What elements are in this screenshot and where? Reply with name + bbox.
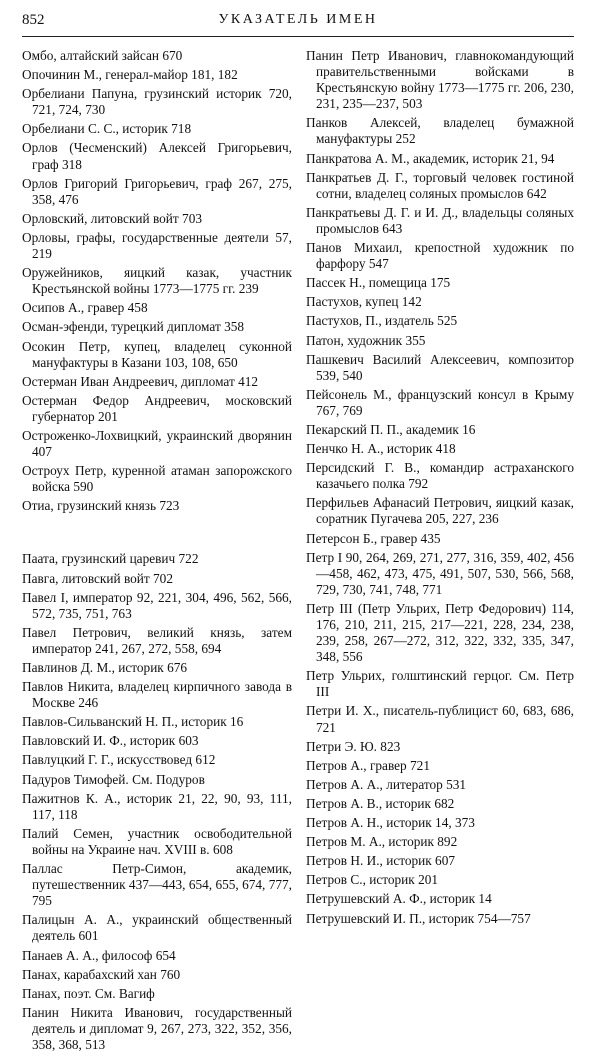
index-entry: Орбелиани Папуна, грузинский историк 720, 721, 724, 730 [22,86,292,118]
index-entry: Орбелиани С. С., историк 718 [22,121,192,137]
index-entry: Петров А. Н., историк 14, 373 [306,815,475,831]
index-entry: Орлов (Чесменский) Алексей Григорьевич, граф 318 [22,140,292,172]
index-entry: Павлинов Д. М., историк 676 [22,660,188,675]
index-entry: Оружейников, яицкий казак, участник Крестьянской войны 1773—1775 гг. 239 [22,265,292,297]
index-entry: Остерман Федор Андреевич, московский губернатор 201 [22,392,292,424]
index-entry: Петров А., гравер 721 [306,757,430,773]
index-entry: Отиа, грузинский князь 723 [22,498,180,514]
index-entry: Павлов-Сильванский Н. П., историк 16 [22,714,244,730]
index-entry: Петерсон Б., гравер 435 [306,530,441,546]
index-entry: Павел I, император 92, 221, 304, 496, 562, 566, 572, 735, 751, 763 [22,589,292,621]
index-entry: Остроух Петр, куренной атаман запорожского войска 590 [22,463,292,495]
index-entry: Петрушевский И. П., историк 754—757 [306,910,531,926]
index-entry: Петр I 90, 264, 269, 271, 277, 316, 359, 402, 456—458, 462, 473, 475, 491, 507, 530, 566, 568, 729, 730, 741, 748, 771 [306,549,574,597]
index-entry: Петров С., историк 201 [306,872,439,888]
index-entry: Осман-эфенди, турецкий дипломат 358 [22,319,245,335]
index-entry: Панах, поэт. См. Вагиф [22,985,155,1001]
index-entry: Пажитнов К. А., историк 21, 22, 90, 93, 111, 117, 118 [22,790,292,822]
index-entry: Панкратьевы Д. Г. и И. Д., владельцы соляных промыслов 643 [306,204,574,236]
index-entry: Паата, грузинский царевич 722 [22,551,199,567]
index-entry: Осипов А., гравер 458 [22,300,148,316]
index-entry: Осокин Петр, купец, владелец суконной мануфактуры в Казани 103, 108, 650 [22,338,292,370]
index-entry: Петри Э. Ю. 823 [306,738,401,754]
index-entry: Патон, художник 355 [306,332,426,348]
index-entry: Перфильев Афанасий Петрович, яицкий казак, соратник Пугачева 205, 227, 236 [306,495,574,527]
index-entry: Павлов Никита, владелец кирпичного завода в Москве 246 [22,679,292,711]
page-header [22,0,574,34]
index-entry: Пастухов, П., издатель 525 [306,313,458,329]
index-entry: Пейсонель М., французский консул в Крыму 767, 769 [306,386,574,418]
index-entry: Орловский, литовский войт 703 [22,210,202,226]
index-entry: Остроженко-Лохвицкий, украинский дворянин 407 [22,427,292,460]
index-entry: Панин Никита Иванович, государственный деятель и дипломат 9, 267, 273, 322, 352, 356, 358, 368, 513 [22,1004,292,1052]
index-entry: Панков Алексей, владелец бумажной мануфактуры 252 [306,115,574,147]
index-entry: Пассек Н., помещица 175 [306,275,451,291]
index-entry: Орлов Григорий Григорьевич, граф 267, 275, 358, 476 [22,175,292,207]
index-entry: Пастухов, купец 142 [306,294,422,310]
index-entry: Палицын А. А., украинский общественный деятель 601 [22,912,292,944]
index-entry: Петров Н. И., историк 607 [306,853,455,869]
index-entry: Петр Ульрих, голштинский герцог. См. Петр III [306,668,574,700]
index-entry: Орловы, графы, государственные деятели 57, 219 [22,229,292,262]
index-entry: Пенчко Н. А., историк 418 [306,441,456,457]
index-entry: Петри И. Х., писатель-публицист 60, 683, 686, 721 [306,703,574,735]
index-entry: Петров А. А., литератор 531 [306,776,467,792]
index-entry: Павловский И. Ф., историк 603 [22,733,199,749]
index-entry: Пашкевич Василий Алексеевич, композитор 539, 540 [306,351,574,383]
index-entry: Опочинин М., генерал-майор 181, 182 [22,67,238,83]
page-number: 852 [22,12,45,28]
index-entry: Паллас Петр-Симон, академик, путешественник 437—443, 654, 655, 674, 777, 795 [22,861,292,909]
index-entry: Омбо, алтайский зайсан 670 [22,48,183,63]
index-entry: Пекарский П. П., академик 16 [306,421,476,437]
index-entry: Панах, карабахский хан 760 [22,966,181,982]
index-entry: Петр III (Петр Ульрих, Петр Федорович) 114, 176, 210, 211, 215, 217—221, 228, 234, 238, 239, 258, 267—272, 312, 322, 332, 335, 347, 348, 556 [306,600,574,665]
index-entry: Петрушевский А. Ф., историк 14 [306,891,492,907]
index-column-right [306,48,574,930]
index-column-left [22,48,292,1056]
index-entry: Панкратова А. М., академик, историк 21, 94 [306,150,555,166]
letter-section-gap [22,517,292,551]
header-rule [22,36,574,37]
index-entry: Панов Михаил, крепостной художник по фарфору 547 [306,240,574,272]
index-entry: Павел Петрович, великий князь, затем император 241, 267, 272, 558, 694 [22,624,292,656]
running-title: УКАЗАТЕЛЬ ИМЕН [218,12,378,27]
index-entry: Павга, литовский войт 702 [22,570,173,586]
index-entry: Падуров Тимофей. См. Подуров [22,771,205,787]
index-entry: Остерман Иван Андреевич, дипломат 412 [22,373,259,389]
index-entry: Павлуцкий Г. Г., искусствовед 612 [22,752,216,768]
index-entry: Панкратьев Д. Г., торговый человек гостиной сотни, владелец соляных промыслов 642 [306,169,574,201]
index-entry: Панаев А. А., философ 654 [22,947,176,963]
index-entry: Панин Петр Иванович, главнокомандующий правительственными войсками в Крестьянскую войну 1773—1775 гг. 206, 230, 231, 235—237, 503 [306,48,574,112]
index-entry: Персидский Г. В., командир астраханского казачьего полка 792 [306,460,574,492]
index-entry: Палий Семен, участник освободительной войны на Украине нач. XVIII в. 608 [22,825,292,857]
index-entry: Петров М. А., историк 892 [306,834,458,850]
index-entry: Петров А. В., историк 682 [306,795,455,811]
